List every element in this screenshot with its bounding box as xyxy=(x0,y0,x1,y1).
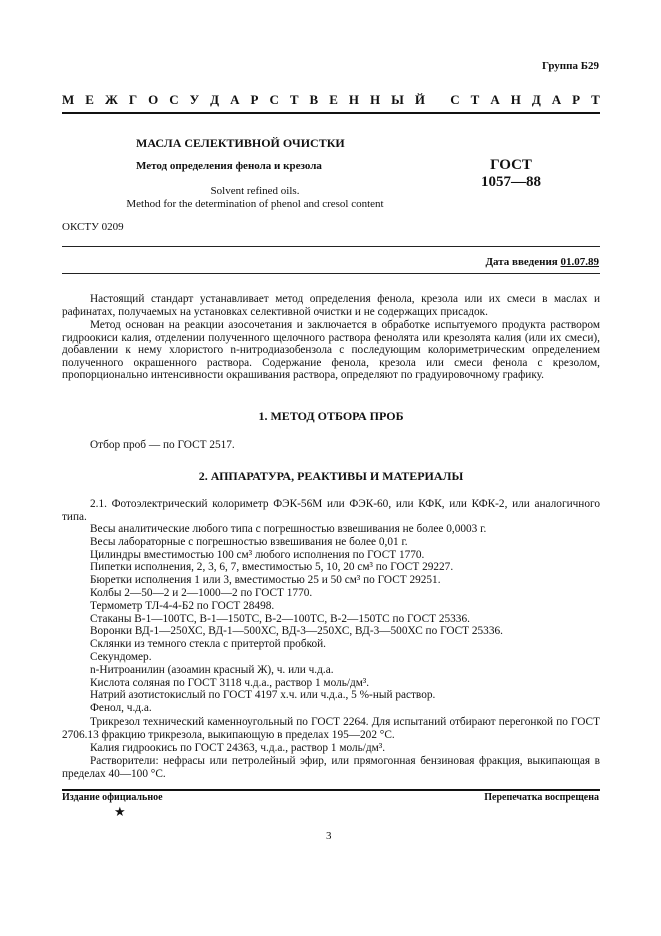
page-number: 3 xyxy=(326,830,332,842)
star-icon: ★ xyxy=(114,804,126,819)
banner-letter: Н xyxy=(510,92,521,107)
footer-rule xyxy=(62,789,600,791)
banner-letter: Е xyxy=(329,92,338,107)
banner-letter: Ы xyxy=(391,92,404,107)
section-2-heading: 2. АППАРАТУРА, РЕАКТИВЫ И МАТЕРИАЛЫ xyxy=(198,469,464,483)
banner-letter: М xyxy=(62,92,75,107)
effective-date-value: 01.07.89 xyxy=(560,256,599,268)
english-title-line1: Solvent refined oils. xyxy=(210,185,300,197)
banner-letter: Р xyxy=(572,92,581,107)
gost-code: 1057—88 xyxy=(481,174,541,190)
list-item: Весы аналитические любого типа с погрешностью взвешивания не более 0,0003 г. xyxy=(90,523,487,535)
banner-letter xyxy=(436,92,439,108)
list-item: Кислота соляная по ГОСТ 3118 ч.д.а., раствор 1 моль/дм³. xyxy=(90,676,370,689)
trikrezol-paragraph: Трикрезол технический каменноугольный по ГОСТ 2264. Для испытаний отбирают перегонкой по ГОСТ 2706.13 фракцию трикрезола, выкипающую в пределах 195—202 °С. xyxy=(62,716,600,741)
list-item: Стаканы В-1—100ТС, В-1—150ТС, В-2—100ТС, В-2—150ТС по ГОСТ 25336. xyxy=(90,612,470,625)
list-item: Фенол, ч.д.а. xyxy=(90,702,152,715)
divider xyxy=(62,246,600,247)
english-title-line2: Method for the determination of phenol and cresol content xyxy=(126,198,384,210)
banner-letter: А xyxy=(230,92,240,107)
list-item: Натрий азотистокислый по ГОСТ 4197 х.ч. или ч.д.а., 5 %-ный раствор. xyxy=(90,689,436,702)
list-item: Секундомер. xyxy=(90,651,152,663)
gost-number xyxy=(481,157,541,191)
okstu-code: ОКСТУ 0209 xyxy=(62,221,124,233)
effective-date xyxy=(485,256,599,268)
banner-letter: С xyxy=(450,92,460,107)
banner-letter: Ж xyxy=(104,92,118,107)
banner-letter: Й xyxy=(414,92,425,107)
list-item: Бюретки исполнения 1 или 3, вместимостью 25 и 50 см³ по ГОСТ 29251. xyxy=(90,574,441,587)
list-item: Термометр ТЛ-4-4-Б2 по ГОСТ 28498. xyxy=(90,599,275,612)
banner-letter: В xyxy=(309,92,319,107)
solvents-paragraph: Растворители: нефрасы или петролейный эфир, или прямогонная бензиновая фракция, выкипающая в пределах 40—100 °С. xyxy=(62,755,600,780)
banner-letter: О xyxy=(148,92,159,107)
document-subtitle: Метод определения фенола и крезола xyxy=(136,160,322,172)
banner-letter: С xyxy=(269,92,279,107)
banner-letter: А xyxy=(551,92,562,107)
english-title xyxy=(75,185,435,211)
section-1-heading: 1. МЕТОД ОТБОРА ПРОБ xyxy=(258,409,404,423)
list-item: Цилиндры вместимостью 100 см³ любого исполнения по ГОСТ 1770. xyxy=(90,548,425,561)
banner-letter: Р xyxy=(250,92,259,107)
list-item: Весы лабораторные с погрешностью взвешивания не более 0,01 г. xyxy=(90,535,408,548)
banner-letter: Г xyxy=(128,92,138,107)
list-item: n-Нитроанилин (азоамин красный Ж), ч. или ч.д.а. xyxy=(90,663,334,676)
official-edition-label: Издание официальное xyxy=(62,792,163,803)
banner-letter: Т xyxy=(591,92,600,107)
paragraph-2-1: 2.1. Фотоэлектрический колориметр ФЭК-56М или ФЭК-60, или КФК, или КФК-2, или аналогичного типа. xyxy=(62,498,600,523)
effective-date-label: Дата введения xyxy=(485,256,561,268)
banner-letter: Е xyxy=(85,92,94,107)
banner-letter: Д xyxy=(531,92,541,107)
banner-letter: Н xyxy=(369,92,381,107)
gost-label: ГОСТ xyxy=(490,157,532,173)
list-item: Склянки из темного стекла с притертой пробкой. xyxy=(90,638,326,651)
divider xyxy=(62,273,600,274)
banner-letter: А xyxy=(490,92,500,107)
banner-letter: Т xyxy=(289,92,299,107)
document-title: МАСЛА СЕЛЕКТИВНОЙ ОЧИСТКИ xyxy=(136,136,345,150)
banner-letter: Д xyxy=(210,92,220,107)
intro-paragraph-1: Настоящий стандарт устанавливает метод определения фенола, крезола или их смеси в маслах и рафинатах, получаемых на установках селективной очистки и не содержащих присадок. xyxy=(62,293,600,318)
list-item: Воронки ВД-1—250ХС, ВД-1—500ХС, ВД-3—250ХС, ВД-3—500ХС по ГОСТ 25336. xyxy=(90,625,503,638)
intro-paragraph-2: Метод основан на реакции азосочетания и заключается в обработке испытуемого продукта раствором гидроокиси калия, отделении полученного щелочного раствора фенолята или крезолята калия (или их смеси), добавлении к нему хлористого n-нитродиазобензола с последующим колориметрическим определением полученного окрашенного раствора. Содержание фенола, крезола или смеси фенола с крезолом, пропорционально интенсивности окрашивания раствора, определяют по градуировочному графику. xyxy=(62,319,600,382)
banner-letter: Н xyxy=(348,92,359,107)
banner-letter: С xyxy=(169,92,179,107)
header-rule xyxy=(62,112,600,114)
list-item: Калия гидроокись по ГОСТ 24363, ч.д.а., раствор 1 моль/дм³. xyxy=(90,742,386,754)
banner-letter: Т xyxy=(470,92,480,107)
list-item: Пипетки исполнения, 2, 3, 6, 7, вместимостью 5, 10, 20 см³ по ГОСТ 29227. xyxy=(90,561,454,574)
list-item: Колбы 2—50—2 и 2—1000—2 по ГОСТ 1770. xyxy=(90,587,313,599)
group-code: Группа Б29 xyxy=(542,60,599,72)
section-1-text: Отбор проб — по ГОСТ 2517. xyxy=(90,439,235,451)
reprint-prohibited-label: Перепечатка воспрещена xyxy=(484,792,599,803)
banner-letter: У xyxy=(189,92,200,107)
interstate-standard-banner xyxy=(62,92,600,108)
